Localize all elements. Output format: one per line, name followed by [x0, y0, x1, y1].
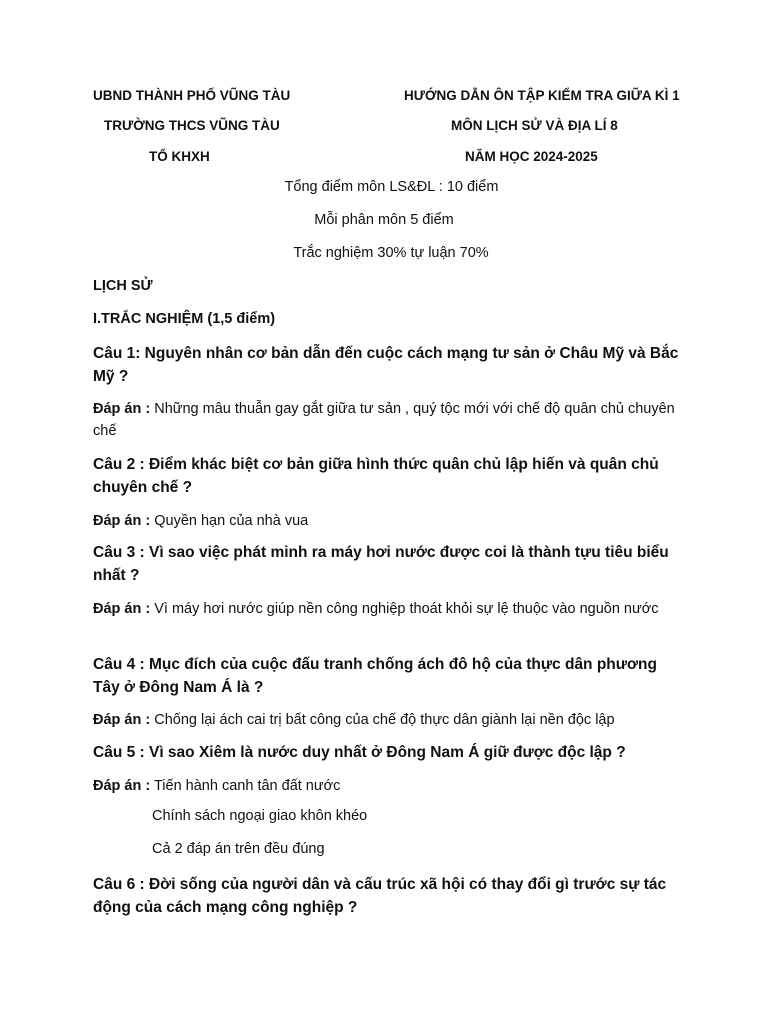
- answer-text: Quyền hạn của nhà vua: [154, 513, 309, 529]
- header-school-year: NĂM HỌC 2024-2025: [465, 149, 598, 164]
- header-school: TRƯỜNG THCS VŨNG TÀU: [104, 118, 280, 133]
- answer-2: [93, 510, 683, 532]
- header-authority: UBND THÀNH PHỐ VŨNG TÀU: [93, 88, 291, 103]
- answer-5-option-3: Cả 2 đáp án trên đều đúng: [152, 841, 325, 857]
- answer-text: Những mâu thuẫn gay gắt giữa tư sản , quý tộc mới với chế độ quân chủ chuyên chế: [93, 401, 675, 439]
- answer-label: Đáp án :: [93, 778, 151, 794]
- question-4: Câu 4 : Mục đích của cuộc đấu tranh chống ách đô hộ của thực dân phương Tây ở Đông Nam Á là ?: [93, 656, 657, 696]
- question-1: Câu 1: Nguyên nhân cơ bản dẫn đến cuộc cách mạng tư sản ở Châu Mỹ và Bắc Mỹ ?: [93, 345, 679, 385]
- answer-1: [93, 398, 683, 442]
- answer-text: Chống lại ách cai trị bất công của chế độ thực dân giành lại nền độc lập: [154, 712, 615, 728]
- answer-4: [93, 709, 693, 731]
- answer-text: Tiến hành canh tân đất nước: [153, 778, 341, 794]
- answer-label: Đáp án :: [93, 401, 151, 417]
- question-2: Câu 2 : Điểm khác biệt cơ bản giữa hình thức quân chủ lập hiến và quân chủ chuyên chế ?: [93, 456, 659, 496]
- header-document-title: HƯỚNG DẪN ÔN TẬP KIỂM TRA GIỮA KÌ 1: [404, 88, 680, 103]
- score-ratio-line: Trắc nghiệm 30% tự luận 70%: [293, 245, 489, 261]
- answer-text: Vì máy hơi nước giúp nền công nghiệp thoát khỏi sự lệ thuộc vào nguồn nước: [154, 601, 659, 617]
- section-title: LỊCH SỬ: [93, 278, 153, 294]
- question-5: Câu 5 : Vì sao Xiêm là nước duy nhất ở Đông Nam Á giữ được độc lập ?: [93, 744, 626, 761]
- header-subject: MÔN LỊCH SỬ VÀ ĐỊA LÍ 8: [451, 118, 618, 133]
- answer-5-option-2: Chính sách ngoại giao khôn khéo: [152, 808, 368, 824]
- answer-label: Đáp án :: [93, 513, 151, 529]
- question-6: Câu 6 : Đời sống của người dân và cấu trúc xã hội có thay đổi gì trước sự tác động của cách mạng công nghiệp ?: [93, 876, 667, 916]
- per-subject-score-line: Mỗi phân môn 5 điểm: [314, 212, 454, 228]
- total-score-line: Tổng điểm môn LS&ĐL : 10 điểm: [284, 179, 499, 195]
- answer-3: [93, 598, 683, 620]
- header-department: TỔ KHXH: [149, 149, 210, 164]
- answer-label: Đáp án :: [93, 601, 151, 617]
- question-3: Câu 3 : Vì sao việc phát minh ra máy hơi nước được coi là thành tựu tiêu biểu nhất ?: [93, 544, 669, 584]
- answer-5: [93, 775, 683, 797]
- answer-label: Đáp án :: [93, 712, 151, 728]
- part-title: I.TRẮC NGHIỆM (1,5 điểm): [93, 311, 276, 327]
